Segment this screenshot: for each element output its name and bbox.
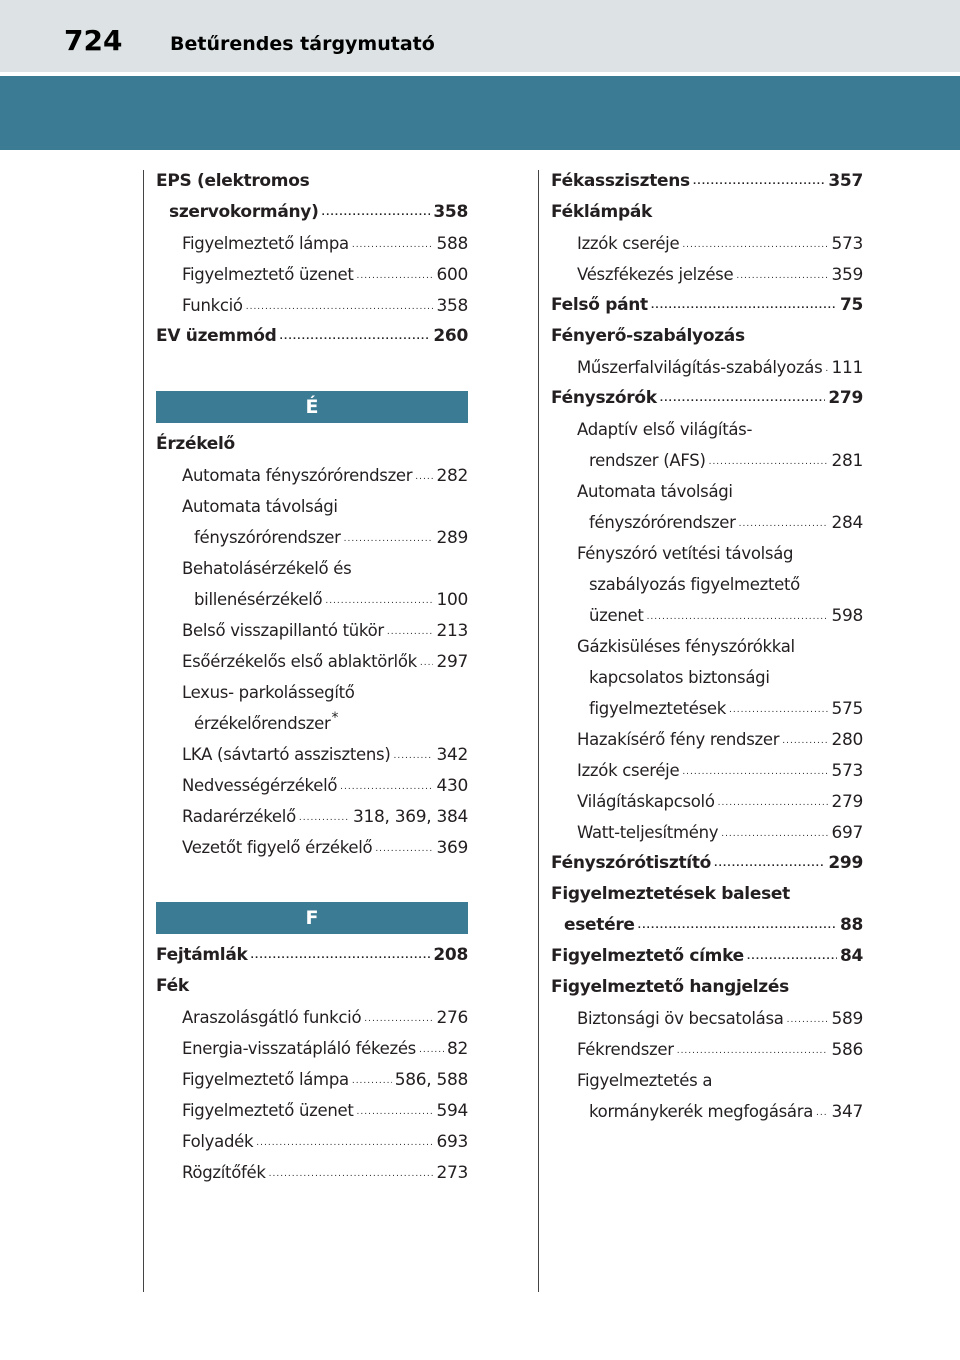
entry-term: Figyelmeztető üzenet — [182, 265, 354, 284]
leader-dots — [256, 1128, 433, 1159]
index-main-entry — [156, 429, 468, 460]
entry-term: Fékasszisztens — [551, 171, 690, 191]
leader-dots — [718, 788, 829, 819]
index-main-entry — [551, 166, 863, 197]
index-main-entry — [551, 972, 863, 1003]
index-sub-entry — [551, 228, 863, 259]
entry-term: figyelmeztetések — [589, 699, 726, 718]
entry-term: szabályozás figyelmeztető — [589, 575, 800, 594]
entry-term: Lexus- parkolássegítő — [182, 683, 355, 702]
entry-term: EPS (elektromos — [156, 171, 310, 191]
index-block-f-continued — [551, 166, 863, 1127]
index-main-entry — [156, 197, 468, 228]
index-sub-entry — [156, 1002, 468, 1033]
index-sub-entry — [156, 584, 468, 615]
entry-term: Biztonsági öv becsatolása — [577, 1009, 784, 1028]
entry-term: Automata távolsági — [182, 497, 338, 516]
index-sub-entry — [551, 724, 863, 755]
index-sub-entry — [156, 739, 468, 770]
index-column-right — [551, 166, 863, 1127]
index-sub-entry — [156, 801, 468, 832]
leader-dots — [415, 462, 433, 493]
entry-term: Figyelmeztetések baleset — [551, 884, 790, 904]
index-sub-entry — [551, 1096, 863, 1127]
entry-term: Folyadék — [182, 1132, 254, 1151]
index-sub-entry — [156, 832, 468, 863]
index-sub-entry — [551, 538, 863, 569]
entry-term: Féklámpák — [551, 202, 653, 222]
index-sub-entry — [551, 259, 863, 290]
entry-term: Fényszórók — [551, 388, 657, 408]
index-main-entry — [551, 383, 863, 414]
leader-dots — [693, 167, 826, 198]
index-sub-entry — [156, 646, 468, 677]
page-reference: 575 — [831, 699, 863, 719]
entry-term: Radarérzékelő — [182, 807, 296, 826]
leader-dots — [736, 261, 828, 292]
entry-term: Esőérzékelős első ablaktörlők — [182, 652, 417, 671]
index-sub-entry — [551, 414, 863, 445]
entry-term: Belső visszapillantó tükör — [182, 621, 384, 640]
entry-term: Figyelmeztetés a — [577, 1071, 713, 1090]
page-reference: 82 — [446, 1039, 468, 1059]
entry-term: érzékelőrendszer — [194, 714, 331, 733]
index-main-entry — [551, 941, 863, 972]
entry-term: Automata fényszórórendszer — [182, 466, 413, 485]
entry-term: Watt-teljesítmény — [577, 823, 719, 842]
leader-dots — [682, 230, 828, 261]
entry-term: Fényerő-szabályozás — [551, 326, 745, 346]
leader-dots — [677, 1036, 829, 1067]
entry-term: kapcsolatos biztonsági — [589, 668, 770, 687]
leader-dots — [357, 1097, 434, 1128]
entry-term: Figyelmeztető hangjelzés — [551, 977, 789, 997]
entry-term: Izzók cseréje — [577, 234, 680, 253]
entry-term: Hazakísérő fény rendszer — [577, 730, 780, 749]
index-sub-entry — [156, 677, 468, 708]
page-reference: 276 — [436, 1008, 468, 1028]
page-reference: 111 — [831, 358, 863, 378]
page-reference: 586 — [831, 1040, 863, 1060]
page-reference: 357 — [828, 171, 863, 191]
leader-dots — [709, 447, 829, 478]
page-reference: 358 — [433, 202, 468, 222]
index-main-entry — [156, 971, 468, 1002]
index-main-entry — [156, 940, 468, 971]
entry-term: Funkció — [182, 296, 243, 315]
leader-dots — [375, 834, 433, 865]
page-reference: 573 — [831, 234, 863, 254]
page-reference: 297 — [436, 652, 468, 672]
leader-dots — [352, 230, 434, 261]
index-block-f — [156, 940, 468, 1188]
page-reference: 282 — [436, 466, 468, 486]
page-reference: 358 — [436, 296, 468, 316]
entry-term: esetére — [564, 915, 635, 935]
entry-term: Rögzítőfék — [182, 1163, 266, 1182]
entry-term: szervokormány) — [169, 202, 319, 222]
leader-dots — [251, 941, 431, 972]
leader-dots — [782, 726, 828, 757]
page-reference: 318, 369, 384 — [352, 807, 468, 827]
leader-dots — [325, 586, 433, 617]
index-sub-entry — [156, 1157, 468, 1188]
leader-dots — [420, 648, 434, 679]
page-reference: 342 — [436, 745, 468, 765]
page-reference: 589 — [831, 1009, 863, 1029]
index-sub-entry — [156, 460, 468, 491]
entry-term: Figyelmeztető lámpa — [182, 234, 349, 253]
leader-dots — [357, 261, 434, 292]
leader-dots — [638, 911, 837, 942]
entry-term: LKA (sávtartó asszisztens) — [182, 745, 391, 764]
spacer — [156, 863, 468, 894]
entry-term: Fényszórótisztító — [551, 853, 712, 873]
leader-dots — [825, 354, 828, 385]
index-sub-entry — [156, 615, 468, 646]
leader-dots — [721, 819, 828, 850]
entry-term: Fényszóró vetítési távolság — [577, 544, 794, 563]
index-sub-entry — [551, 755, 863, 786]
page-reference: 284 — [831, 513, 863, 533]
leader-dots — [344, 524, 434, 555]
entry-term: Érzékelő — [156, 434, 235, 454]
entry-term: Adaptív első világítás- — [577, 420, 753, 439]
index-sub-entry — [551, 817, 863, 848]
index-sub-entry — [156, 259, 468, 290]
index-sub-entry — [156, 1095, 468, 1126]
leader-dots — [269, 1159, 434, 1190]
page-reference: 279 — [828, 388, 863, 408]
page-reference: 369 — [436, 838, 468, 858]
index-sub-entry — [156, 553, 468, 584]
entry-term: Automata távolsági — [577, 482, 733, 501]
page-reference: 88 — [839, 915, 863, 935]
entry-term: Műszerfalvilágítás-szabályozás — [577, 358, 823, 377]
index-sub-entry — [156, 770, 468, 801]
leader-dots — [747, 942, 837, 973]
chapter-band — [0, 76, 960, 150]
page-reference: 273 — [436, 1163, 468, 1183]
entry-term: Figyelmeztető címke — [551, 946, 744, 966]
index-sub-entry — [551, 1034, 863, 1065]
page-reference: 359 — [831, 265, 863, 285]
index-main-entry — [156, 321, 468, 352]
leader-dots — [729, 695, 828, 726]
leader-dots — [322, 198, 431, 229]
column-divider-left — [143, 170, 144, 1292]
entry-term: Fékrendszer — [577, 1040, 674, 1059]
index-sub-entry — [156, 708, 468, 739]
page-reference: 299 — [828, 853, 863, 873]
leader-dots — [787, 1005, 829, 1036]
index-sub-entry — [551, 507, 863, 538]
index-sub-entry — [551, 600, 863, 631]
letter-heading-f: F — [156, 902, 468, 934]
index-block-e-acute — [156, 429, 468, 863]
leader-dots — [660, 384, 826, 415]
leader-dots — [682, 757, 828, 788]
index-main-entry — [551, 197, 863, 228]
page-reference: 75 — [839, 295, 863, 315]
leader-dots — [387, 617, 434, 648]
index-main-entry — [551, 879, 863, 910]
index-sub-entry — [551, 1065, 863, 1096]
spacer — [156, 352, 468, 383]
index-sub-entry — [156, 491, 468, 522]
index-column-left — [156, 166, 468, 1188]
letter-heading-e-acute: É — [156, 391, 468, 423]
page-title: Betűrendes tárgymutató — [170, 33, 435, 55]
leader-dots — [299, 803, 350, 834]
entry-term: Gázkisüléses fényszórókkal — [577, 637, 795, 656]
entry-term: Energia-visszatápláló fékezés — [182, 1039, 416, 1058]
page-reference: 289 — [436, 528, 468, 548]
entry-term: Figyelmeztető lámpa — [182, 1070, 349, 1089]
leader-dots — [651, 291, 837, 322]
index-main-entry — [551, 321, 863, 352]
page-reference: 588 — [436, 234, 468, 254]
leader-dots — [816, 1098, 828, 1129]
page-reference: 280 — [831, 730, 863, 750]
leader-dots — [280, 322, 431, 353]
entry-term: Világításkapcsoló — [577, 792, 715, 811]
leader-dots — [739, 509, 829, 540]
index-sub-entry — [156, 1033, 468, 1064]
index-sub-entry — [156, 522, 468, 553]
leader-dots — [340, 772, 433, 803]
index-main-entry — [551, 290, 863, 321]
entry-term: EV üzemmód — [156, 326, 277, 346]
page-reference: 594 — [436, 1101, 468, 1121]
index-sub-entry — [156, 1126, 468, 1157]
index-sub-entry — [551, 693, 863, 724]
entry-term: Vészfékezés jelzése — [577, 265, 734, 284]
page-reference: 260 — [433, 326, 468, 346]
page-reference: 100 — [436, 590, 468, 610]
page-reference: 281 — [831, 451, 863, 471]
page-reference: 430 — [436, 776, 468, 796]
entry-term: Vezetőt figyelő érzékelő — [182, 838, 373, 857]
leader-dots — [647, 602, 829, 633]
index-main-entry — [551, 910, 863, 941]
entry-term: billenésérzékelő — [194, 590, 323, 609]
leader-dots — [246, 292, 434, 323]
entry-term: Felső pánt — [551, 295, 648, 315]
page-reference: 573 — [831, 761, 863, 781]
footnote-star: * — [331, 710, 339, 726]
index-sub-entry — [551, 662, 863, 693]
index-sub-entry — [551, 476, 863, 507]
index-sub-entry — [551, 1003, 863, 1034]
header-band — [0, 0, 960, 72]
entry-term: Nedvességérzékelő — [182, 776, 338, 795]
page-reference: 600 — [436, 265, 468, 285]
index-sub-entry — [156, 290, 468, 321]
page-number: 724 — [64, 24, 123, 57]
index-sub-entry — [156, 1064, 468, 1095]
column-divider-right — [538, 170, 539, 1292]
index-main-entry — [156, 166, 468, 197]
leader-dots — [393, 741, 433, 772]
entry-term: fényszórórendszer — [194, 528, 341, 547]
page-reference: 279 — [831, 792, 863, 812]
page-reference: 208 — [433, 945, 468, 965]
entry-term: fényszórórendszer — [589, 513, 736, 532]
entry-term: Araszolásgátló funkció — [182, 1008, 362, 1027]
page-reference: 84 — [839, 946, 863, 966]
entry-term: Behatolásérzékelő és — [182, 559, 352, 578]
entry-term: Figyelmeztető üzenet — [182, 1101, 354, 1120]
page-reference: 586, 588 — [394, 1070, 468, 1090]
index-sub-entry — [551, 445, 863, 476]
index-main-entry — [551, 848, 863, 879]
entry-term: rendszer (AFS) — [589, 451, 706, 470]
entry-term: Izzók cseréje — [577, 761, 680, 780]
leader-dots — [714, 849, 825, 880]
entry-term: Fejtámlák — [156, 945, 248, 965]
index-sub-entry — [551, 569, 863, 600]
page-reference: 697 — [831, 823, 863, 843]
index-sub-entry — [156, 228, 468, 259]
entry-term: üzenet — [589, 606, 644, 625]
index-sub-entry — [551, 352, 863, 383]
entry-term: Fék — [156, 976, 189, 996]
leader-dots — [364, 1004, 433, 1035]
page-reference: 598 — [831, 606, 863, 626]
index-block-e-continued — [156, 166, 468, 352]
index-sub-entry — [551, 786, 863, 817]
page-reference: 213 — [436, 621, 468, 641]
page-reference: 693 — [436, 1132, 468, 1152]
leader-dots — [419, 1035, 444, 1066]
index-sub-entry — [551, 631, 863, 662]
entry-term: kormánykerék megfogására — [589, 1102, 814, 1121]
page-reference: 347 — [831, 1102, 863, 1122]
leader-dots — [352, 1066, 392, 1097]
